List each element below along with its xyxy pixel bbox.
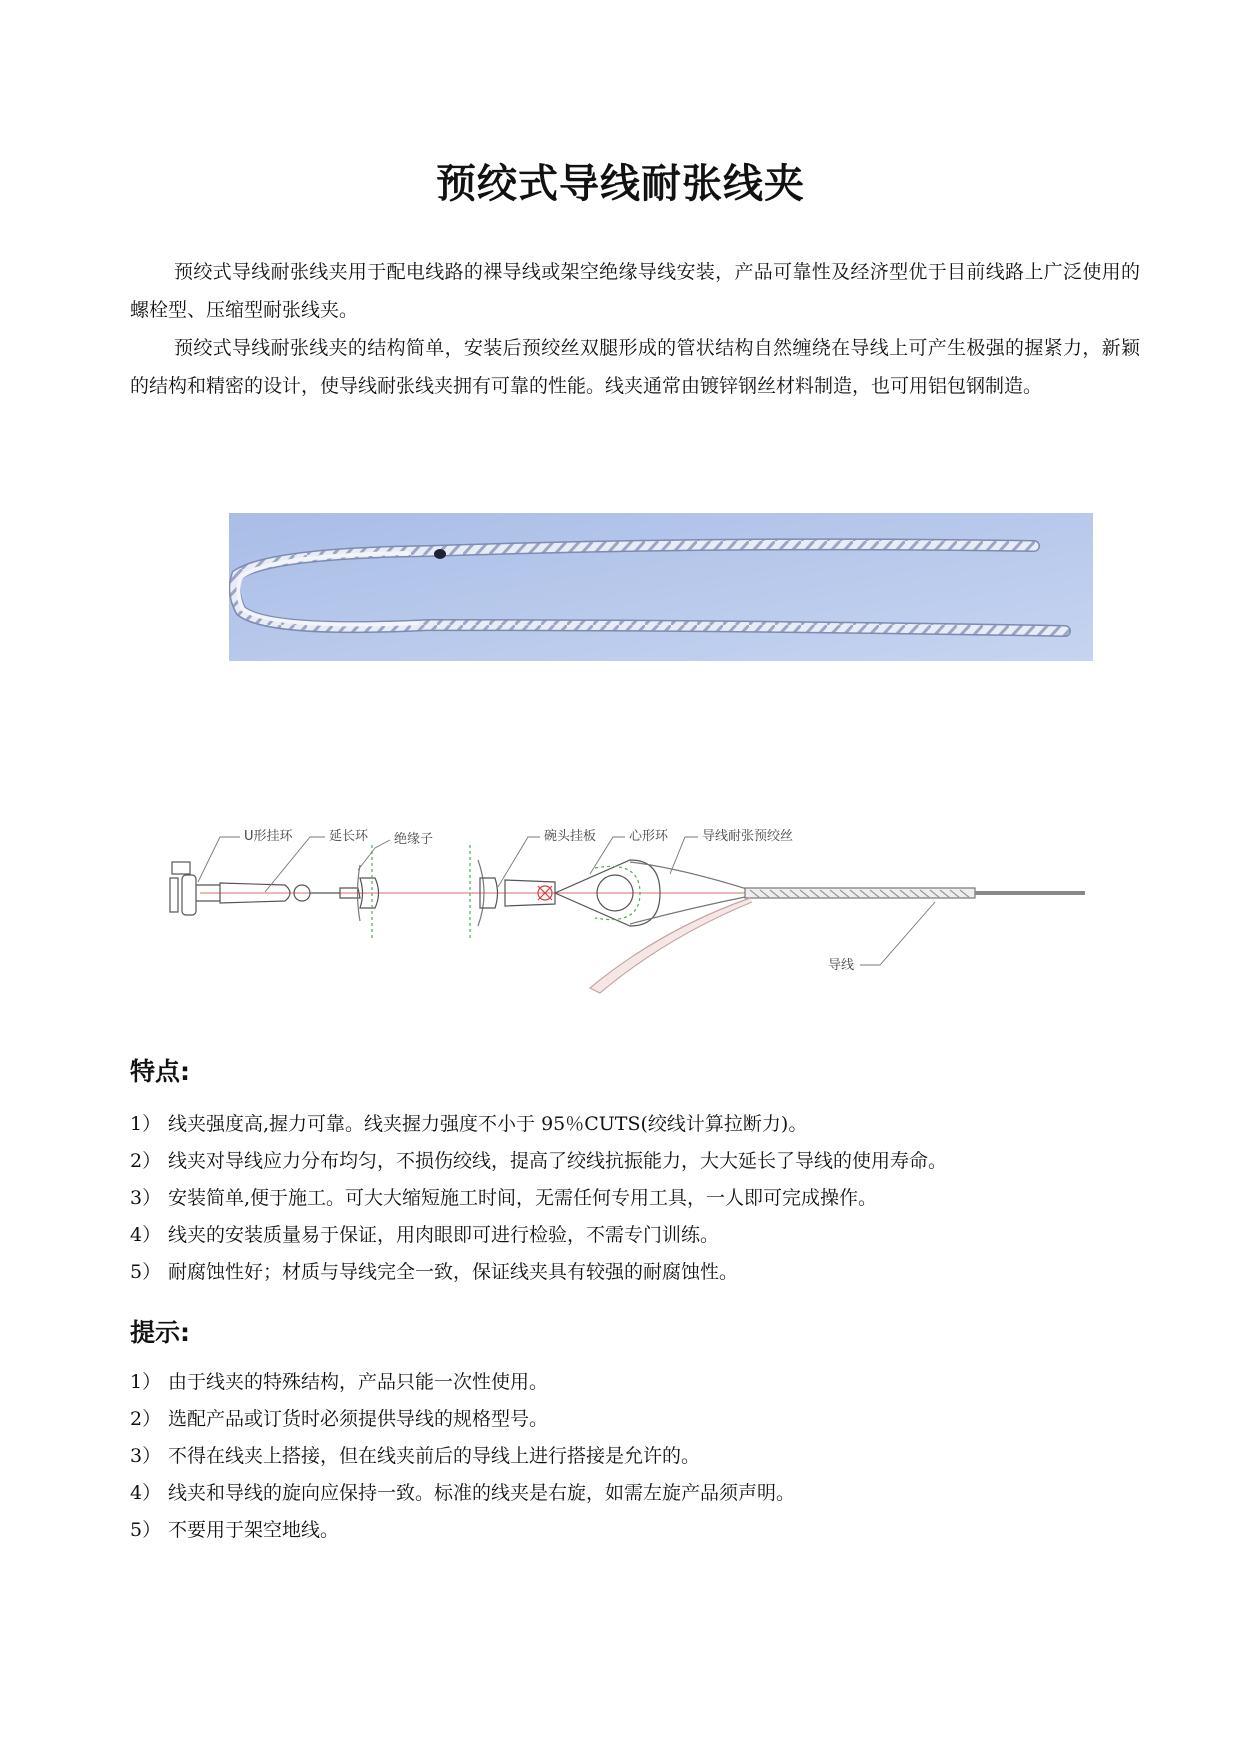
label-socket-plate: 碗头挂板 xyxy=(544,829,597,844)
label-u-ring: U形挂环 xyxy=(244,829,293,844)
list-text: 线夹和导线的旋向应保持一致。标准的线夹是右旋，如需左旋产品须声明。 xyxy=(168,1482,796,1504)
list-number: 5） xyxy=(130,1519,162,1541)
list-text: 安装简单,便于施工。可大大缩短施工时间，无需任何专用工具，一人即可完成操作。 xyxy=(168,1187,878,1209)
rod-end-marker xyxy=(434,549,446,559)
list-item xyxy=(130,1180,1130,1217)
product-photo xyxy=(229,513,1093,661)
list-item xyxy=(130,1254,1130,1291)
list-number: 1） xyxy=(130,1113,162,1135)
list-text: 线夹的安装质量易于保证，用肉眼即可进行检验，不需专门训练。 xyxy=(168,1224,720,1246)
structure-paragraph: 预绞式导线耐张线夹的结构简单，安装后预绞丝双腿形成的管状结构自然缠绕在导线上可产生极强的握紧力，新颖的结构和精密的设计，使导线耐张线夹拥有可靠的性能。线夹通常由镀锌钢丝材料制造，也可用铝包钢制造。 xyxy=(130,337,1140,397)
list-text: 线夹强度高,握力可靠。线夹握力强度不小于 95％CUTS(绞线计算拉断力)。 xyxy=(168,1113,808,1135)
features-heading: 特点: xyxy=(130,1057,190,1086)
tips-list xyxy=(130,1364,1130,1549)
list-number: 5） xyxy=(130,1261,162,1283)
list-item xyxy=(130,1475,1130,1512)
preformed-rod-part xyxy=(590,862,1085,993)
list-text: 选配产品或订货时必须提供导线的规格型号。 xyxy=(168,1408,549,1430)
list-item xyxy=(130,1438,1130,1475)
list-number: 1） xyxy=(130,1371,162,1393)
tips-heading: 提示: xyxy=(130,1318,190,1347)
list-item xyxy=(130,1217,1130,1254)
features-list xyxy=(130,1106,1130,1291)
installation-diagram xyxy=(160,790,1100,1005)
list-item xyxy=(130,1364,1130,1401)
list-number: 3） xyxy=(130,1187,162,1209)
list-text: 不得在线夹上搭接，但在线夹前后的导线上进行搭接是允许的。 xyxy=(168,1445,701,1467)
list-item xyxy=(130,1106,1130,1143)
list-number: 2） xyxy=(130,1150,162,1172)
list-item xyxy=(130,1401,1130,1438)
label-insulator: 绝缘子 xyxy=(394,832,434,847)
list-number: 3） xyxy=(130,1445,162,1467)
list-text: 由于线夹的特殊结构，产品只能一次性使用。 xyxy=(168,1371,549,1393)
list-text: 不要用于架空地线。 xyxy=(168,1519,340,1541)
list-text: 线夹对导线应力分布均匀，不损伤绞线，提高了绞线抗振能力，大大延长了导线的使用寿命。 xyxy=(168,1150,948,1172)
list-number: 4） xyxy=(130,1224,162,1246)
list-text: 耐腐蚀性好；材质与导线完全一致，保证线夹具有较强的耐腐蚀性。 xyxy=(168,1261,739,1283)
label-heart-ring: 心形环 xyxy=(629,829,669,844)
intro-paragraph: 预绞式导线耐张线夹用于配电线路的裸导线或架空绝缘导线安装，产品可靠性及经济型优于目前线路上广泛使用的螺栓型、压缩型耐张线夹。 xyxy=(130,261,1140,321)
list-item xyxy=(130,1512,1130,1549)
u-ring-part xyxy=(170,862,220,915)
label-conductor: 导线 xyxy=(828,958,855,973)
label-extension-ring: 延长环 xyxy=(329,829,369,844)
page-title: 预绞式导线耐张线夹 xyxy=(436,161,805,207)
label-preformed-rod: 导线耐张预绞丝 xyxy=(702,829,794,844)
list-number: 2） xyxy=(130,1408,162,1430)
list-number: 4） xyxy=(130,1482,162,1504)
list-item xyxy=(130,1143,1130,1180)
